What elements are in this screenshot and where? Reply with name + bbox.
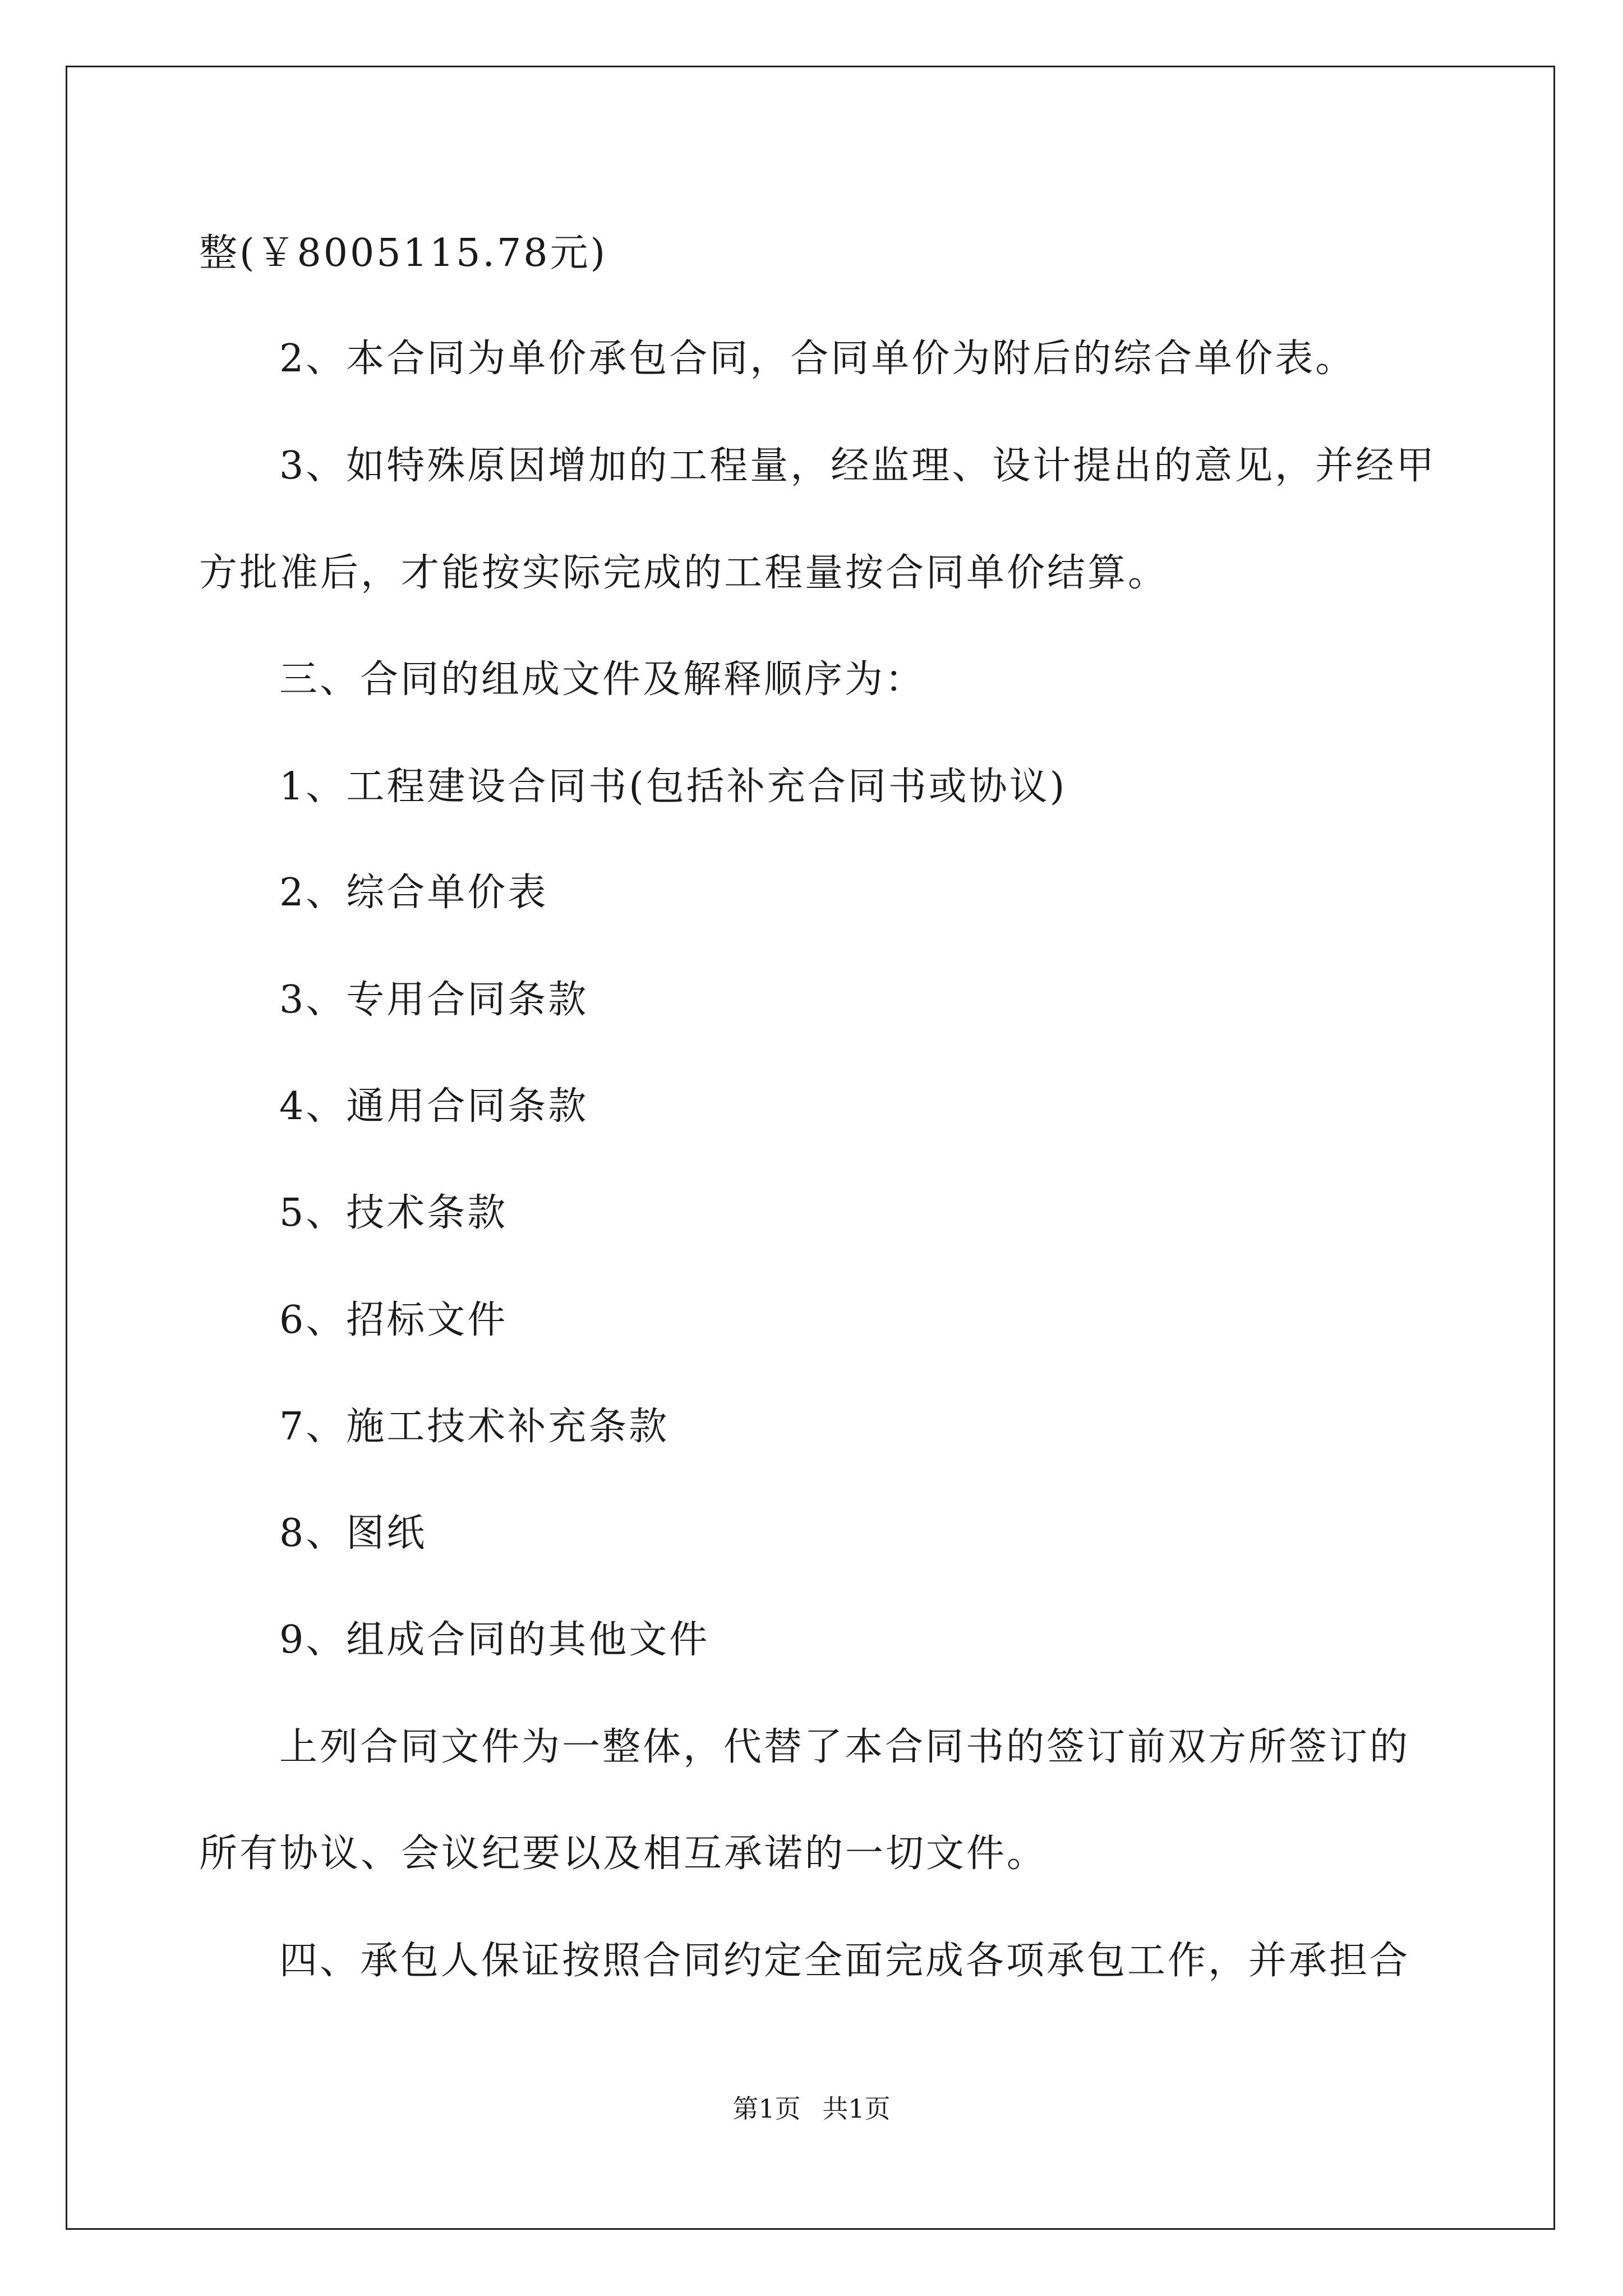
text-line-12: 7、施工技术补充条款 bbox=[279, 1405, 670, 1449]
text-line-9: 4、通用合同条款 bbox=[279, 1084, 589, 1129]
page-number-total: 共1页 bbox=[822, 2093, 891, 2124]
text-line-16: 所有协议、会议纪要以及相互承诺的一切文件。 bbox=[199, 1832, 1048, 1876]
page-border bbox=[66, 66, 1555, 2230]
text-line-11: 6、招标文件 bbox=[279, 1298, 508, 1342]
text-line-6: 1、工程建设合同书(包括补充合同书或协议) bbox=[279, 765, 1067, 809]
text-line-8: 3、专用合同条款 bbox=[279, 978, 589, 1022]
text-line-3: 3、如特殊原因增加的工程量，经监理、设计提出的意见，并经甲 bbox=[279, 444, 1437, 488]
text-line-7: 2、综合单价表 bbox=[279, 871, 548, 915]
text-line-10: 5、技术条款 bbox=[279, 1191, 508, 1235]
text-line-5: 三、合同的组成文件及解释顺序为： bbox=[279, 657, 926, 702]
text-line-13: 8、图纸 bbox=[279, 1511, 427, 1556]
text-line-2: 2、本合同为单价承包合同，合同单价为附后的综合单价表。 bbox=[279, 337, 1356, 381]
page-number-current: 第1页 bbox=[732, 2093, 801, 2124]
text-line-14: 9、组成合同的其他文件 bbox=[279, 1618, 710, 1662]
page-footer bbox=[0, 2095, 1623, 2123]
text-line-15: 上列合同文件为一整体，代替了本合同书的签订前双方所签订的 bbox=[279, 1725, 1410, 1769]
text-line-4: 方批准后，才能按实际完成的工程量按合同单价结算。 bbox=[199, 551, 1169, 595]
text-line-1: 整(￥8005115.78元) bbox=[199, 231, 608, 275]
text-line-17: 四、承包人保证按照合同约定全面完成各项承包工作，并承担合 bbox=[279, 1939, 1410, 1983]
